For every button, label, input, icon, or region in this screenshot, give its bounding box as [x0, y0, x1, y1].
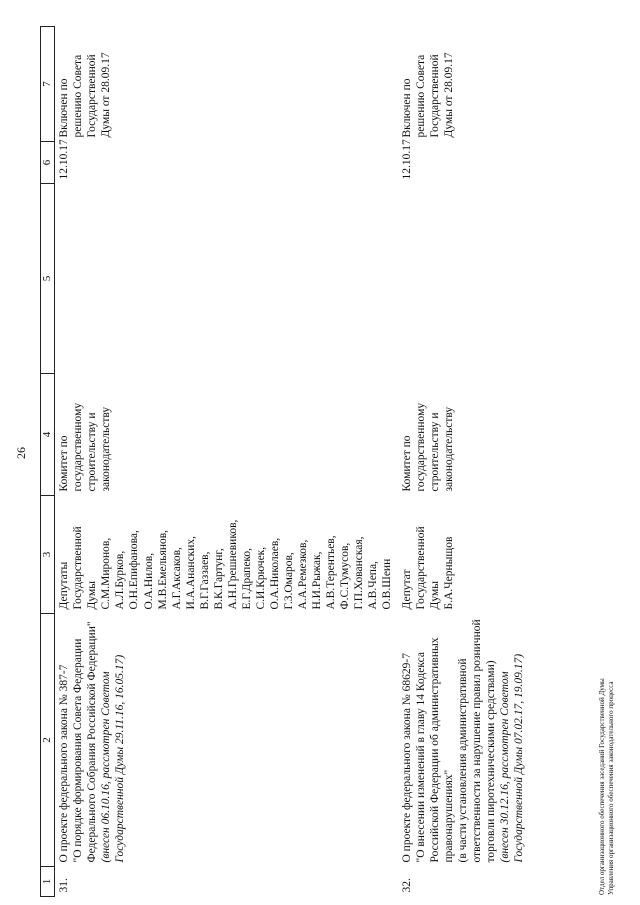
- author: О.В.Шеин: [380, 558, 393, 610]
- committee-line: Комитет по: [400, 435, 413, 492]
- bill-description: [55, 614, 398, 867]
- committee-line: законодательству: [442, 406, 455, 492]
- bill-title: О проекте федерального закона № 68629-7: [400, 653, 413, 863]
- footer-line: Управления организационного обеспечения законодательного процесса: [606, 681, 615, 895]
- bill-name: "О внесении изменений в главу 14 Кодекса Российской Федерации об административных правонарушениях": [414, 637, 455, 863]
- committee-line: государственному: [414, 402, 427, 492]
- header-cell: 5: [41, 184, 55, 374]
- committee-line: строительству и: [428, 412, 441, 492]
- author: А.В.Чепа,: [366, 561, 379, 610]
- author: А.А.Ремезков,: [296, 539, 309, 610]
- agenda-table: [40, 26, 530, 897]
- authors-list: [55, 496, 398, 614]
- committee: [55, 374, 398, 496]
- bill-history: (внесен 06.10.16, рассмотрен Советом Государственной Думы 29.11.16, 16.05.17): [100, 654, 127, 863]
- status-line: решению Совета: [414, 54, 427, 138]
- status-cell: [55, 27, 398, 142]
- author: И.А.Ананских,: [184, 535, 197, 610]
- table-row: [398, 27, 530, 897]
- header-cell: 3: [41, 496, 55, 614]
- author: А.Н.Грешневиков,: [226, 519, 239, 610]
- row-number: 31.: [58, 878, 71, 893]
- author: Е.Г.Драпеко,: [240, 547, 253, 610]
- author: О.А.Николаев,: [268, 537, 281, 610]
- header-cell: 7: [41, 27, 55, 142]
- status-line: решению Совета: [72, 54, 85, 138]
- authors-list: [398, 496, 530, 614]
- row-number: 32.: [400, 878, 413, 893]
- author: Депутаты: [58, 561, 71, 610]
- status-line: Включен по: [400, 78, 413, 138]
- author: Думы: [428, 581, 441, 610]
- author: Н.И.Рыжак,: [310, 551, 323, 610]
- committee-line: законодательству: [100, 406, 113, 492]
- status-cell: [398, 27, 530, 142]
- author: Ф.С.Тумусов,: [338, 542, 351, 610]
- status-line: Думы от 28.09.17: [442, 52, 455, 138]
- status-line: Государственной: [86, 54, 99, 138]
- author: В.Г.Газзаев,: [198, 551, 211, 610]
- author: Депутат: [400, 569, 413, 610]
- author: М.В.Емельянов,: [156, 529, 169, 610]
- author: Думы: [86, 581, 99, 610]
- author: О.Н.Епифанова,: [128, 530, 141, 610]
- author: В.К.Гартунг,: [212, 548, 225, 610]
- author: А.Г.Аксаков,: [170, 547, 183, 610]
- committee: [398, 374, 530, 496]
- status-line: Включен по: [58, 78, 71, 138]
- bill-scope: (в части установления административной ответственности за нарушение правил розничной торговли пиротехническими средствами): [456, 619, 497, 863]
- status-line: Думы от 28.09.17: [100, 52, 113, 138]
- bill-history: (внесен 30.12.16, рассмотрен Советом Государственной Думы 07.02.17, 19.09.17): [498, 653, 525, 863]
- empty-cell: [398, 184, 530, 374]
- bill-title: О проекте федерального закона № 387-7: [58, 664, 71, 863]
- author: Государственной: [72, 526, 85, 610]
- author: Государственной: [414, 526, 427, 610]
- author: Г.П.Хованская,: [352, 536, 365, 610]
- header-cell: 4: [41, 374, 55, 496]
- committee-line: государственному: [72, 402, 85, 492]
- header-cell: 1: [41, 867, 55, 897]
- committee-line: Комитет по: [58, 435, 71, 492]
- date-cell: 12.10.17: [58, 139, 71, 180]
- committee-line: строительству и: [86, 412, 99, 492]
- status-line: Государственной: [428, 54, 441, 138]
- bill-name: "О порядке формирования Совета Федерации Федерального Собрания Российской Федерации": [72, 621, 99, 863]
- author: С.И.Крючек,: [254, 546, 267, 610]
- author: Г.З.Омаров,: [282, 552, 295, 610]
- footer-line: Отдел организационного обеспечения заседаний Государственной Думы: [598, 678, 606, 895]
- header-row: [41, 27, 55, 897]
- table-row: [55, 27, 398, 897]
- author: О.А.Нилов,: [142, 552, 155, 610]
- empty-cell: [55, 184, 398, 374]
- header-cell: 2: [41, 614, 55, 867]
- page-number: 26: [14, 447, 28, 459]
- author: С.М.Миронов,: [100, 537, 113, 610]
- bill-description: [398, 614, 530, 867]
- author: Б.А.Черныщов: [442, 536, 455, 610]
- author: А.Л.Бурков,: [114, 550, 127, 610]
- footer-note: [598, 678, 616, 895]
- header-cell: 6: [41, 142, 55, 184]
- date-cell: 12.10.17: [400, 139, 413, 180]
- author: А.В.Терентьев,: [324, 535, 337, 610]
